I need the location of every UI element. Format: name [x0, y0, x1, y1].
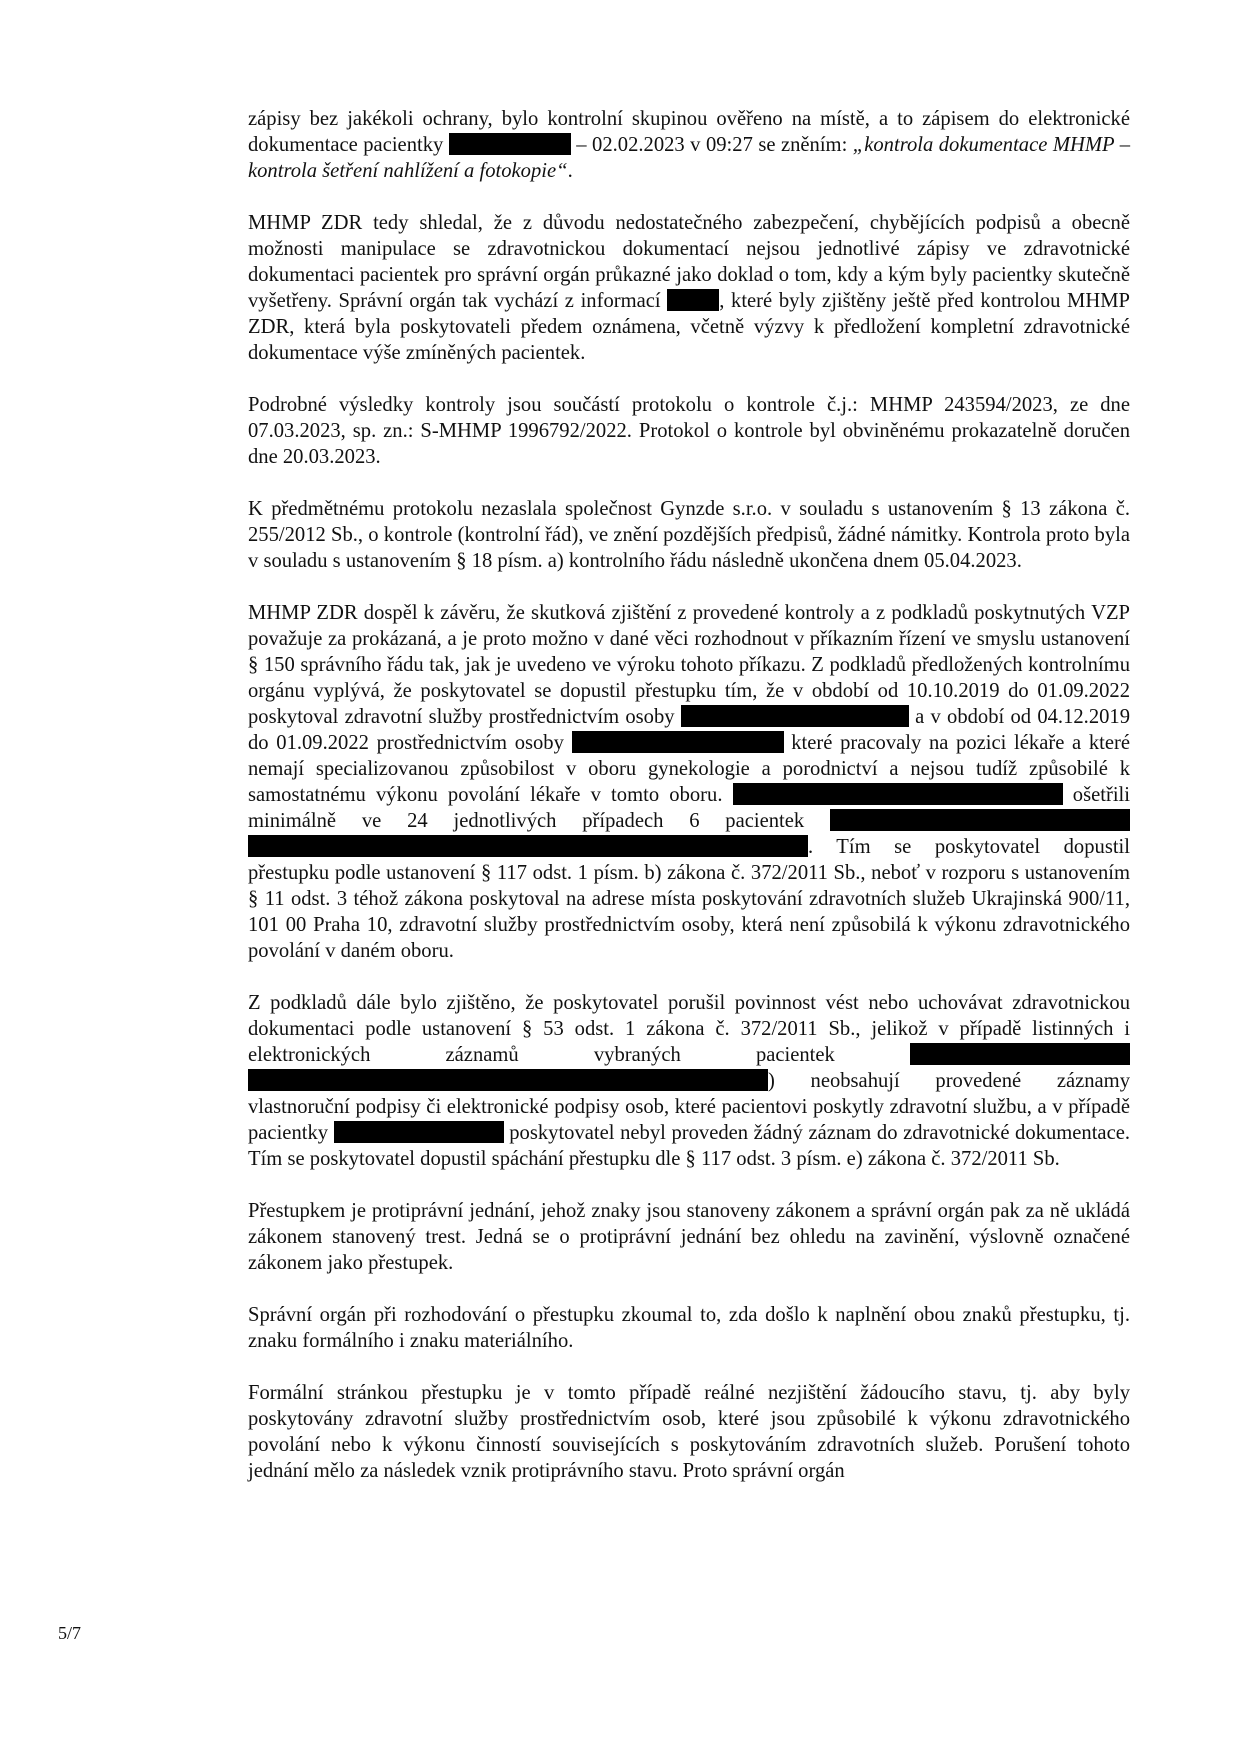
text-segment: . Tím se poskytovatel dopustil přestupku podle ustanovení § 117 odst. 1 písm. b) zákona č. 372/2011 Sb., neboť v rozporu s ustanovením § 11 odst. 3 téhož zákona poskytoval na adrese místa poskytování zdravotních služeb Ukrajinská 900/11, 101 00 Praha 10, zdravotní služby prostřednictvím osoby, která není způsobilá k výkonu zdravotnického povolání v daném oboru. [248, 836, 1130, 962]
redaction-block [572, 731, 784, 753]
text-segment: ošetřili minimálně ve 24 jednotlivých případech 6 pacientek [248, 784, 1130, 832]
redaction-block [334, 1121, 504, 1143]
redaction-block [733, 783, 1063, 805]
document-body [248, 106, 1130, 1510]
redaction-block [449, 133, 571, 155]
redaction-block [248, 835, 808, 857]
paragraph-4: K předmětnému protokolu nezaslala společnost Gynzde s.r.o. v souladu s ustanovením § 13 zákona č. 255/2012 Sb., o kontrole (kontrolní řád), ve znění pozdějších předpisů, žádné námitky. Kontrola proto byla v souladu s ustanovením § 18 písm. a) kontrolního řádu následně ukončena dnem 05.04.2023. [248, 498, 1130, 572]
paragraph-5 [248, 600, 1130, 964]
paragraph-2 [248, 210, 1130, 366]
paragraph-1 [248, 106, 1130, 184]
text-segment: , které byly zjištěny ještě před kontrolou MHMP ZDR, která byla poskytovateli předem oznámena, včetně výzvy k předložení kompletní zdravotnické dokumentace výše zmíněných pacientek. [248, 290, 1130, 364]
page-number: 5/7 [58, 1623, 82, 1643]
paragraph-8: Správní orgán při rozhodování o přestupku zkoumal to, zda došlo k naplnění obou znaků přestupku, tj. znaku formálního i znaku materiálního. [248, 1304, 1130, 1352]
text-segment: . [567, 160, 573, 182]
paragraph-9: Formální stránkou přestupku je v tomto případě reálné nezjištění žádoucího stavu, tj. aby byly poskytovány zdravotní služby prostřednictvím osob, které jsou způsobilé k výkonu zdravotnického povolání nebo k výkonu činností souvisejících s poskytováním zdravotních služeb. Porušení tohoto jednání mělo za následek vznik protiprávního stavu. Proto správní orgán [248, 1382, 1130, 1482]
redaction-block [667, 289, 719, 311]
text-segment: a v období od 04.12.2019 do 01.09.2022 prostřednictvím osoby [248, 706, 1131, 754]
text-segment: MHMP ZDR dospěl k závěru, že skutková zjištění z provedené kontroly a z podkladů poskytnutých VZP považuje za prokázaná, a je proto možno v dané věci rozhodnout v příkazním řízení ve smyslu ustanovení § 150 správního řádu tak, jak je uvedeno ve výroku tohoto příkazu. Z podkladů předložených kontrolnímu orgánu vyplývá, že poskytovatel se dopustil přestupku tím, že v období od 10.10.2019 do 01.09.2022 poskytoval zdravotní služby prostřednictvím osoby [248, 602, 1130, 728]
text-segment: MHMP ZDR tedy shledal, že z důvodu nedostatečného zabezpečení, chybějících podpisů a obecně možnosti manipulace se zdravotnickou dokumentací nejsou jednotlivé zápisy ve zdravotnické dokumentaci pacientek pro správní orgán průkazné jako doklad o tom, kdy a kým byly pacientky skutečně vyšetřeny. Správní orgán tak vychází z informací [248, 212, 1130, 312]
redaction-block [910, 1043, 1130, 1065]
paragraph-3: Podrobné výsledky kontroly jsou součástí protokolu o kontrole č.j.: MHMP 243594/2023, ze dne 07.03.2023, sp. zn.: S-MHMP 1996792/2022. Protokol o kontrole byl obviněnému prokazatelně doručen dne 20.03.2023. [248, 394, 1130, 468]
redaction-block [830, 809, 1130, 831]
redaction-block [248, 1069, 768, 1091]
text-segment: které pracovaly na pozici lékaře a které nemají specializovanou způsobilost v oboru gynekologie a porodnictví a nejsou tudíž způsobilé k samostatnému výkonu povolání lékaře v tomto oboru. [248, 732, 1130, 806]
text-segment: ) neobsahují provedené záznamy vlastnoruční podpisy či elektronické podpisy osob, které pacientovi poskytly zdravotní službu, a v případě pacientky [248, 1070, 1130, 1144]
paragraph-6 [248, 990, 1130, 1172]
paragraph-7: Přestupkem je protiprávní jednání, jehož znaky jsou stanoveny zákonem a správní orgán pak za ně ukládá zákonem stanovený trest. Jedná se o protiprávní jednání bez ohledu na zavinění, výslovně označené zákonem jako přestupek. [248, 1200, 1130, 1274]
text-segment: Z podkladů dále bylo zjištěno, že poskytovatel porušil povinnost vést nebo uchovávat zdravotnickou dokumentaci podle ustanovení § 53 odst. 1 zákona č. 372/2011 Sb., jelikož v případě listinných i elektronických záznamů vybraných pacientek [248, 992, 1130, 1066]
quoted-text: „kontrola dokumentace MHMP – kontrola šetření nahlížení a fotokopie“ [248, 134, 1130, 182]
text-segment: zápisy bez jakékoli ochrany, bylo kontrolní skupinou ověřeno na místě, a to zápisem do elektronické dokumentace pacientky [248, 108, 1130, 156]
text-segment: poskytovatel nebyl proveden žádný záznam do zdravotnické dokumentace. Tím se poskytovatel dopustil spáchání přestupku dle § 117 odst. 3 písm. e) zákona č. 372/2011 Sb. [248, 1122, 1130, 1170]
redaction-block [681, 705, 909, 727]
text-segment: – 02.02.2023 v 09:27 se zněním: [570, 134, 853, 156]
